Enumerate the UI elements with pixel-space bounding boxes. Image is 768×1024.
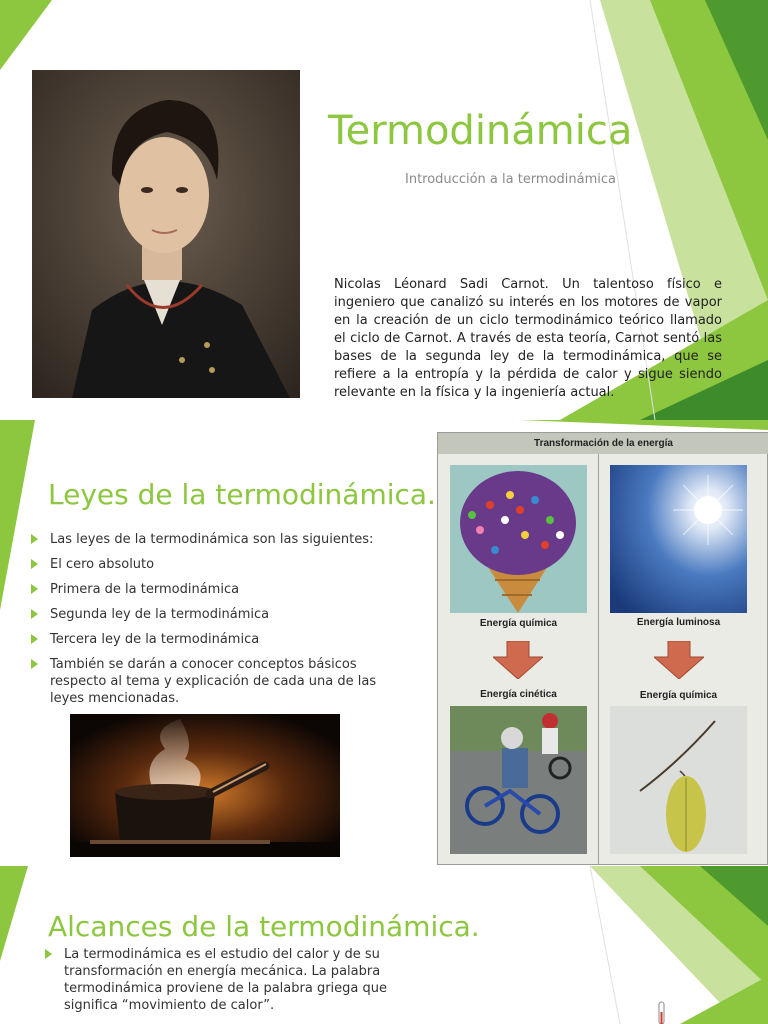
slide-2 bbox=[0, 420, 768, 866]
left-bottom-caption: Energía cinética bbox=[480, 689, 557, 700]
right-bottom-caption: Energía química bbox=[639, 690, 718, 701]
bullet-arrow-icon bbox=[31, 609, 38, 619]
slide-1-subtitle: Introducción a la termodinámica bbox=[405, 172, 617, 187]
list-item-text: Primera de la termodinámica bbox=[50, 582, 240, 597]
list-item-text: Las leyes de la termodinámica son las siguientes: bbox=[50, 532, 374, 547]
bullet-arrow-icon bbox=[45, 949, 52, 959]
right-top-caption: Energía luminosa bbox=[636, 617, 721, 628]
list-item bbox=[44, 946, 389, 1014]
figure-header: Transformación de la energía bbox=[438, 433, 768, 454]
list-item bbox=[30, 606, 385, 623]
list-item bbox=[30, 556, 385, 573]
bullet-arrow-icon bbox=[31, 634, 38, 644]
bullet-arrow-icon bbox=[31, 559, 38, 569]
bullet-arrow-icon bbox=[31, 584, 38, 594]
list-item bbox=[30, 531, 385, 548]
slide-2-title: Leyes de la termodinámica. bbox=[48, 478, 436, 511]
laws-list bbox=[30, 531, 385, 707]
slide-1 bbox=[0, 0, 768, 420]
bullet-arrow-icon bbox=[31, 534, 38, 544]
list-item-text: Segunda ley de la termodinámica bbox=[50, 607, 270, 622]
list-item-text: También se darán a conocer conceptos básicos respecto al tema y explicación de cada una de las leyes mencionadas. bbox=[50, 657, 377, 706]
list-item bbox=[30, 631, 385, 648]
sun-sky-photo bbox=[610, 465, 747, 613]
left-down-arrow-icon bbox=[493, 641, 543, 679]
slide-3-title: Alcances de la termodinámica. bbox=[48, 910, 480, 943]
children-bikes-photo bbox=[450, 706, 587, 854]
list-item-text: El cero absoluto bbox=[50, 557, 155, 572]
bullet-arrow-icon bbox=[31, 659, 38, 669]
leaf-photo bbox=[610, 706, 747, 854]
figure-divider bbox=[598, 454, 599, 865]
list-item bbox=[30, 581, 385, 598]
slide-1-title: Termodinámica bbox=[328, 108, 633, 154]
energy-transformation-figure bbox=[437, 432, 768, 865]
thermometer-icon bbox=[648, 998, 676, 1024]
steaming-pot-photo bbox=[70, 714, 340, 857]
slide-3 bbox=[0, 866, 768, 1024]
scope-list bbox=[44, 946, 389, 1014]
list-item-text: Tercera ley de la termodinámica bbox=[50, 632, 260, 647]
ice-cream-photo bbox=[450, 465, 587, 613]
list-item-text: La termodinámica es el estudio del calor y de su transformación en energía mecánica. La palabra termodinámica proviene de la palabra griega que significa “movimiento de calor”. bbox=[64, 947, 387, 1013]
left-top-caption: Energía química bbox=[479, 618, 558, 629]
list-item bbox=[30, 656, 385, 707]
slide-1-body: Nicolas Léonard Sadi Carnot. Un talentoso físico e ingeniero que canalizó su interés en los motores de vapor en la creación de un ciclo termodinámico teórico llamado el ciclo de Carnot. A través de esta teoría, Carnot sentó las bases de la segunda ley de la termodinámica, que se refiere a la entropía y la pérdida de calor y sigue siendo relevante en la física y la ingeniería actual. bbox=[334, 277, 722, 400]
carnot-portrait bbox=[32, 70, 300, 398]
right-down-arrow-icon bbox=[654, 641, 704, 679]
